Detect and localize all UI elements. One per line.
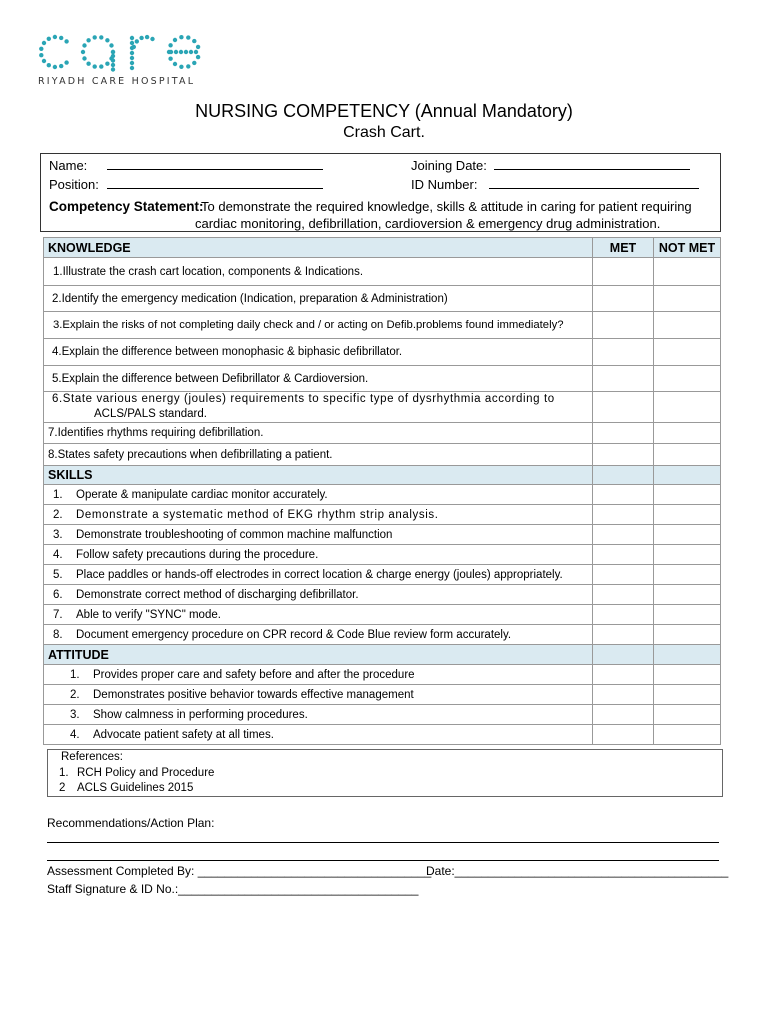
statement-line-1: To demonstrate the required knowledge, skills & attitude in caring for patient requiring (201, 199, 692, 214)
skill-item: 8. Document emergency procedure on CPR record & Code Blue review form accurately. (44, 625, 593, 645)
hospital-logo (36, 30, 216, 87)
id-number-blank[interactable] (489, 178, 699, 189)
references-label: References: (61, 751, 124, 763)
met-checkbox[interactable] (593, 339, 654, 366)
staff-info-box (40, 153, 721, 232)
competency-statement-text (195, 198, 721, 232)
not-met-checkbox[interactable] (654, 444, 721, 466)
table-row (44, 545, 721, 565)
skill-item: 6. Demonstrate correct method of discharging defibrillator. (44, 585, 593, 605)
references-box (47, 749, 723, 797)
attitude-header: ATTITUDE (44, 645, 593, 665)
met-checkbox[interactable] (593, 485, 654, 505)
position-blank[interactable] (107, 178, 323, 189)
knowledge-item: 7.Identifies rhythms requiring defibrillation. (44, 423, 593, 444)
knowledge-header-row (44, 238, 721, 258)
skills-header: SKILLS (44, 466, 593, 485)
table-row (44, 605, 721, 625)
table-row (44, 625, 721, 645)
assessment-date[interactable]: Date:_________________________________________ (426, 864, 729, 878)
met-checkbox[interactable] (593, 286, 654, 312)
name-field[interactable] (49, 158, 323, 173)
recommendations-line-1[interactable] (47, 842, 719, 843)
not-met-checkbox[interactable] (654, 705, 721, 725)
met-checkbox[interactable] (593, 444, 654, 466)
knowledge-item: 5.Explain the difference between Defibrillator & Cardioversion. (44, 366, 593, 392)
reference-item: 1. RCH Policy and Procedure (59, 767, 215, 779)
table-row (44, 525, 721, 545)
met-checkbox[interactable] (593, 392, 654, 423)
met-checkbox[interactable] (593, 258, 654, 286)
recommendations-line-2[interactable] (47, 860, 719, 861)
table-row (44, 665, 721, 685)
table-row (44, 485, 721, 505)
knowledge-item: 1.Illustrate the crash cart location, components & Indications. (44, 258, 593, 286)
knowledge-item: 8.States safety precautions when defibrillating a patient. (44, 444, 593, 466)
met-checkbox[interactable] (593, 685, 654, 705)
name-label: Name: (49, 158, 88, 173)
knowledge-item: 4.Explain the difference between monophasic & biphasic defibrillator. (44, 339, 593, 366)
attitude-item: 3. Show calmness in performing procedures. (44, 705, 593, 725)
met-checkbox[interactable] (593, 545, 654, 565)
not-met-checkbox[interactable] (654, 565, 721, 585)
not-met-checkbox[interactable] (654, 485, 721, 505)
name-blank[interactable] (107, 159, 323, 170)
not-met-checkbox[interactable] (654, 585, 721, 605)
table-row (44, 444, 721, 466)
table-row (44, 725, 721, 745)
met-checkbox[interactable] (593, 665, 654, 685)
competency-table (43, 237, 721, 745)
met-checkbox[interactable] (593, 423, 654, 444)
table-row (44, 705, 721, 725)
met-checkbox[interactable] (593, 505, 654, 525)
not-met-checkbox[interactable] (654, 525, 721, 545)
attitude-header-row (44, 645, 721, 665)
not-met-checkbox[interactable] (654, 423, 721, 444)
met-checkbox[interactable] (593, 366, 654, 392)
position-field[interactable] (49, 177, 323, 192)
competency-statement-label: Competency Statement: (49, 199, 204, 214)
not-met-checkbox[interactable] (654, 392, 721, 423)
not-met-checkbox[interactable] (654, 339, 721, 366)
table-row (44, 423, 721, 444)
table-row (44, 312, 721, 339)
joining-date-field[interactable] (411, 158, 690, 173)
knowledge-item (44, 392, 593, 423)
attitude-item: 2. Demonstrates positive behavior towards effective management (44, 685, 593, 705)
knowledge-item-6-line-1: 6.State various energy (joules) requirements to specific type of dysrhythmia according to (52, 393, 555, 405)
skills-header-row (44, 466, 721, 485)
reference-item: 2 ACLS Guidelines 2015 (59, 782, 194, 794)
not-met-checkbox[interactable] (654, 545, 721, 565)
position-label: Position: (49, 177, 99, 192)
recommendations-label: Recommendations/Action Plan: (47, 816, 215, 830)
not-met-checkbox[interactable] (654, 625, 721, 645)
skill-item: 7. Able to verify "SYNC" mode. (44, 605, 593, 625)
care-dotted-wordmark (36, 30, 212, 74)
not-met-checkbox[interactable] (654, 685, 721, 705)
table-row (44, 258, 721, 286)
table-row (44, 286, 721, 312)
table-row (44, 685, 721, 705)
not-met-checkbox[interactable] (654, 258, 721, 286)
table-row (44, 366, 721, 392)
table-row (44, 339, 721, 366)
not-met-checkbox[interactable] (654, 505, 721, 525)
attitude-item: 1. Provides proper care and safety before and after the procedure (44, 665, 593, 685)
skill-item: 1. Operate & manipulate cardiac monitor accurately. (44, 485, 593, 505)
joining-date-blank[interactable] (494, 159, 690, 170)
id-number-label: ID Number: (411, 177, 478, 192)
met-checkbox[interactable] (593, 705, 654, 725)
met-checkbox[interactable] (593, 565, 654, 585)
attitude-item: 4. Advocate patient safety at all times. (44, 725, 593, 745)
assessment-completed-by[interactable]: Assessment Completed By: ___________________________________ (47, 864, 432, 878)
met-header: MET (593, 238, 654, 258)
met-checkbox[interactable] (593, 585, 654, 605)
table-row (44, 585, 721, 605)
not-met-header: NOT MET (654, 238, 721, 258)
skill-item: 3. Demonstrate troubleshooting of common machine malfunction (44, 525, 593, 545)
not-met-checkbox[interactable] (654, 366, 721, 392)
statement-line-2: cardiac monitoring, defibrillation, cardioversion & emergency drug administration. (195, 216, 661, 231)
knowledge-item-6-line-2: ACLS/PALS standard. (94, 408, 207, 420)
met-checkbox[interactable] (593, 312, 654, 339)
staff-signature[interactable]: Staff Signature & ID No.:____________________________________ (47, 882, 419, 896)
not-met-checkbox[interactable] (654, 312, 721, 339)
knowledge-header: KNOWLEDGE (44, 238, 593, 258)
met-checkbox[interactable] (593, 725, 654, 745)
met-checkbox[interactable] (593, 605, 654, 625)
logo-subtitle: RIYADH CARE HOSPITAL (38, 76, 196, 87)
page-subtitle: Crash Cart. (343, 124, 425, 141)
knowledge-item: 2.Identify the emergency medication (Indication, preparation & Administration) (44, 286, 593, 312)
met-checkbox[interactable] (593, 625, 654, 645)
met-checkbox[interactable] (593, 525, 654, 545)
not-met-checkbox[interactable] (654, 605, 721, 625)
skill-item: 2. Demonstrate a systematic method of EKG rhythm strip analysis. (44, 505, 593, 525)
page-title: NURSING COMPETENCY (Annual Mandatory) (195, 101, 573, 121)
skill-item: 5. Place paddles or hands-off electrodes in correct location & charge energy (joules) appropriately. (44, 565, 593, 585)
joining-date-label: Joining Date: (411, 158, 487, 173)
not-met-checkbox[interactable] (654, 725, 721, 745)
id-number-field[interactable] (411, 177, 699, 192)
not-met-checkbox[interactable] (654, 665, 721, 685)
table-row (44, 565, 721, 585)
table-row (44, 505, 721, 525)
skill-item: 4. Follow safety precautions during the procedure. (44, 545, 593, 565)
knowledge-item: 3.Explain the risks of not completing daily check and / or acting on Defib.problems found immediately? (44, 312, 593, 339)
table-row (44, 392, 721, 423)
not-met-checkbox[interactable] (654, 286, 721, 312)
